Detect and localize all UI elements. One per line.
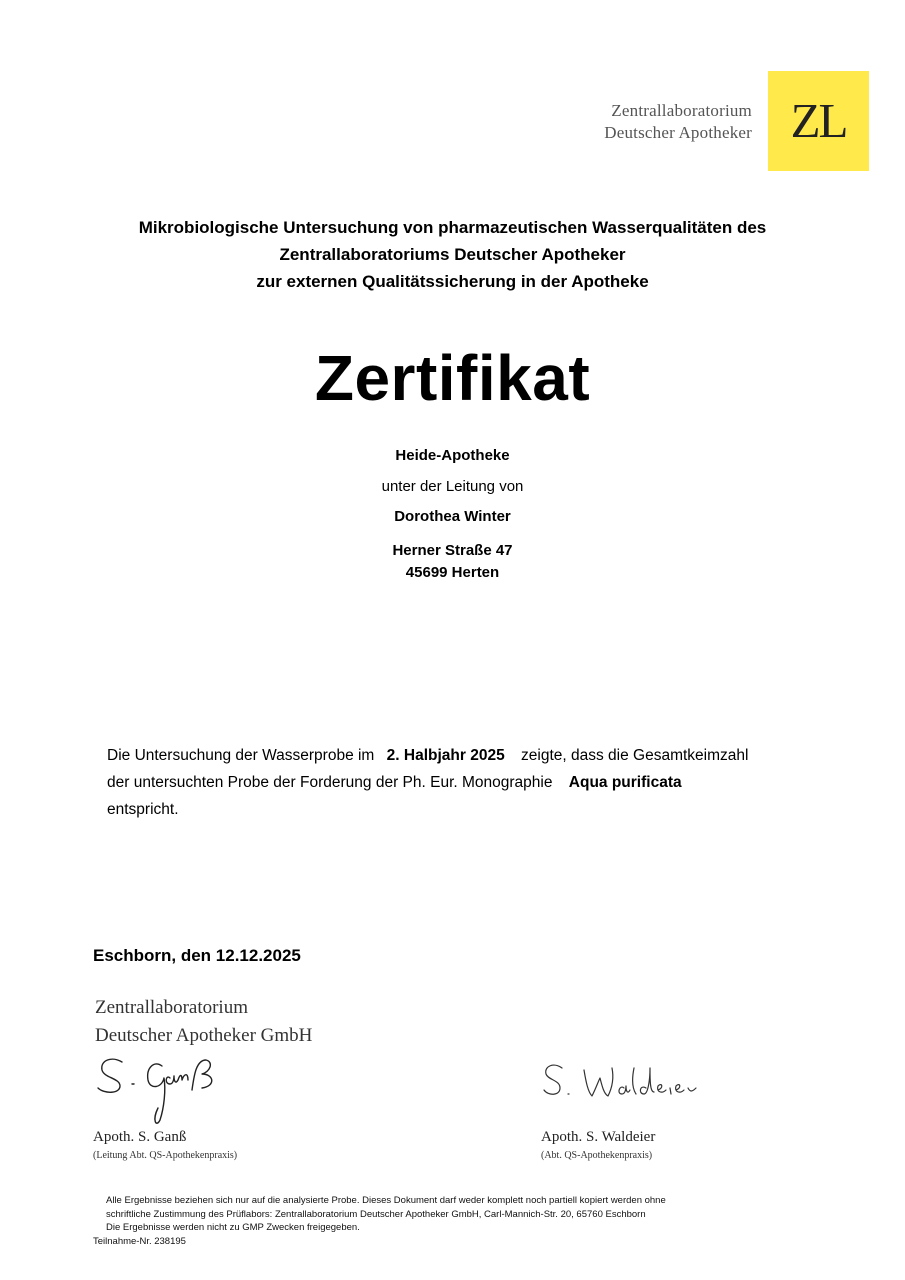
result-text-1: Die Untersuchung der Wasserprobe im — [107, 747, 375, 764]
address-street: Herner Straße 47 — [392, 542, 513, 559]
zl-logo — [768, 71, 869, 171]
org-name-line1: Zentrallaboratorium — [611, 101, 752, 120]
certificate-title: Zertifikat — [314, 342, 591, 414]
signer1-name: Apoth. S. Ganß — [93, 1129, 187, 1145]
document-headline — [40, 214, 865, 295]
signer1-role: (Leitung Abt. QS-Apothekenpraxis) — [93, 1150, 238, 1161]
address-city: 45699 Herten — [405, 564, 500, 581]
result-text-2: zeigte, dass die Gesamtkeimzahl — [521, 747, 749, 764]
headline-line2: Zentrallaboratoriums Deutscher Apotheker — [279, 245, 626, 264]
test-period: 2. Halbjahr 2025 — [386, 747, 505, 764]
result-statement — [107, 742, 807, 823]
participant-number: Teilnahme-Nr. 238195 — [93, 1235, 186, 1247]
result-line1 — [107, 742, 807, 769]
footer-line2: schriftliche Zustimmung des Prüflabors: Zentrallaboratorium Deutscher Apotheker GmbH, Carl-Mannich-Str. 20, 65760 Eschborn — [106, 1208, 646, 1220]
result-line2 — [107, 769, 807, 796]
headline-line3: zur externen Qualitätssicherung in der Apotheke — [256, 272, 649, 291]
pharmacist-name: Dorothea Winter — [394, 508, 511, 525]
footer-line3: Die Ergebnisse werden nicht zu GMP Zwecken freigegeben. — [106, 1222, 360, 1233]
org-name — [560, 100, 752, 144]
signature-ganss — [92, 1050, 252, 1130]
issue-date: Eschborn, den 12.12.2025 — [93, 946, 301, 965]
headline-line1: Mikrobiologische Untersuchung von pharmazeutischen Wasserqualitäten des — [138, 218, 767, 237]
zl-logo-text: ZL — [790, 93, 847, 148]
issuing-company — [95, 994, 312, 1050]
result-text-3: der untersuchten Probe der Forderung der Ph. Eur. Monographie — [107, 774, 553, 791]
company-line1: Zentrallaboratorium — [95, 997, 248, 1018]
org-name-line2: Deutscher Apotheker — [604, 123, 752, 142]
footer-disclaimer — [93, 1194, 813, 1248]
company-line2: Deutscher Apotheker GmbH — [95, 1025, 313, 1046]
result-text-4: entspricht. — [107, 801, 179, 818]
signer2-role: (Abt. QS-Apothekenpraxis) — [541, 1150, 653, 1161]
signer2-name: Apoth. S. Waldeier — [541, 1129, 656, 1145]
signature-waldeier — [540, 1058, 700, 1110]
footer-line1: Alle Ergebnisse beziehen sich nur auf die analysierte Probe. Dieses Dokument darf weder komplett noch partiell kopiert werden ohne — [106, 1195, 666, 1206]
lead-in-text: unter der Leitung von — [381, 478, 524, 495]
monograph-name: Aqua purificata — [568, 774, 682, 791]
pharmacy-name: Heide-Apotheke — [395, 447, 510, 464]
